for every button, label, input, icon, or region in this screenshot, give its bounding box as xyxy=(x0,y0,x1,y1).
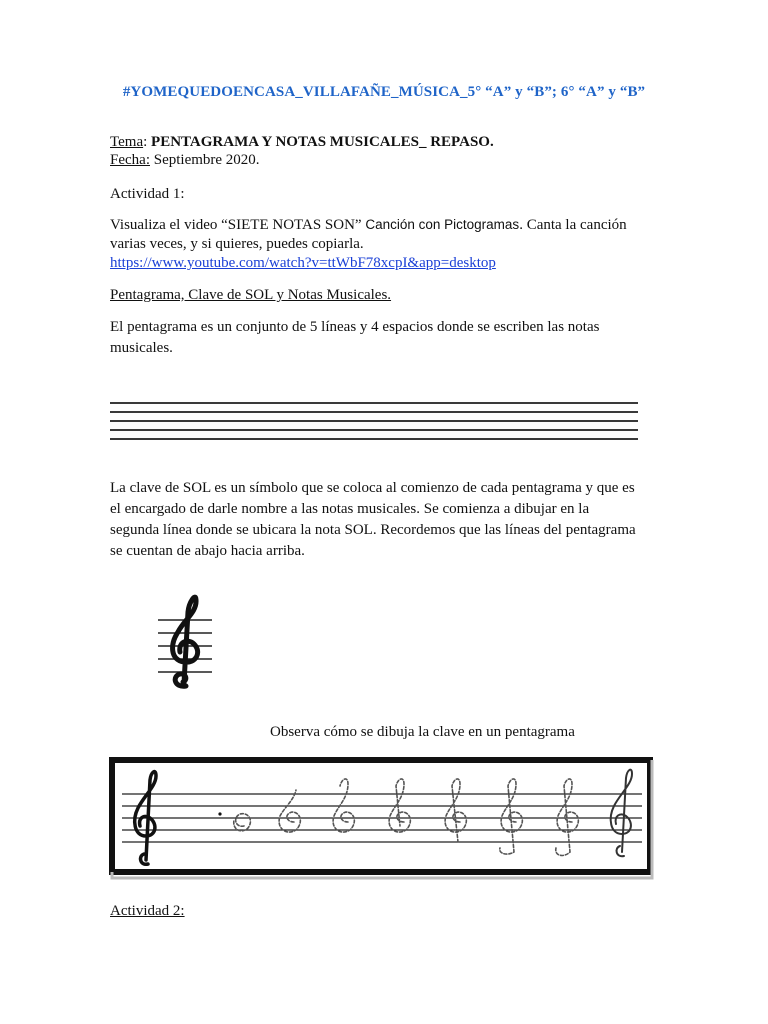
actividad1-text-a: Visualiza el video “SIETE NOTAS SON” xyxy=(110,217,366,233)
actividad1-paragraph-line1 xyxy=(110,215,627,235)
fecha-value: Septiembre 2020. xyxy=(153,152,260,168)
staff-line-2 xyxy=(110,429,638,431)
clef-description-line2: el encargado de darle nombre a las notas musicales. Se comienza a dibujar en la xyxy=(110,501,590,517)
staff-line-4 xyxy=(110,411,638,413)
treble-clef-figure xyxy=(158,590,212,690)
document-title: #YOMEQUEDOENCASA_VILLAFAÑE_MÚSICA_5° “A” y “B”; 6° “A” y “B” xyxy=(122,84,646,100)
actividad1-paragraph-line2: varias veces, y si quieres, puedes copiarla. xyxy=(110,236,364,252)
tema-label: Tema xyxy=(110,134,144,150)
actividad2-heading: Actividad 2: xyxy=(110,903,185,919)
youtube-link[interactable]: https://www.youtube.com/watch?v=ttWbF78xcpI&app=desktop xyxy=(110,255,496,271)
staff-line-3 xyxy=(110,420,638,422)
staff-description-line2: musicales. xyxy=(110,340,173,356)
clef-description-line1: La clave de SOL es un símbolo que se coloca al comienzo de cada pentagrama y que es xyxy=(110,480,635,496)
section-heading: Pentagrama, Clave de SOL y Notas Musicales. xyxy=(110,287,392,303)
fecha-label: Fecha: xyxy=(110,152,150,168)
staff-description xyxy=(110,317,599,359)
staff-line-1 xyxy=(110,438,638,440)
staff-line-5 xyxy=(110,402,638,404)
clef-description-line4: se cuentan de abajo hacia arriba. xyxy=(110,543,305,559)
actividad1-text-video: Canción con Pictogramas xyxy=(365,217,520,232)
treble-clef-icon xyxy=(173,597,198,686)
tema-line xyxy=(110,133,494,152)
staff-description-line1: El pentagrama es un conjunto de 5 líneas y 4 espacios donde se escriben las notas xyxy=(110,319,600,335)
fecha-line xyxy=(110,151,260,170)
clef-practice-image xyxy=(108,756,656,882)
clef-caption: Observa cómo se dibuja la clave en un pentagrama xyxy=(270,724,575,740)
clef-description xyxy=(110,478,636,562)
staff-diagram xyxy=(110,402,638,442)
tema-value: PENTAGRAMA Y NOTAS MUSICALES_ REPASO. xyxy=(151,134,494,150)
actividad1-heading: Actividad 1: xyxy=(110,186,185,202)
clef-description-line3: segunda línea donde se ubicara la nota SOL. Recordemos que las líneas del pentagrama xyxy=(110,522,636,538)
actividad1-text-c: . Canta la canción xyxy=(519,217,627,233)
tema-separator: : xyxy=(143,134,148,150)
